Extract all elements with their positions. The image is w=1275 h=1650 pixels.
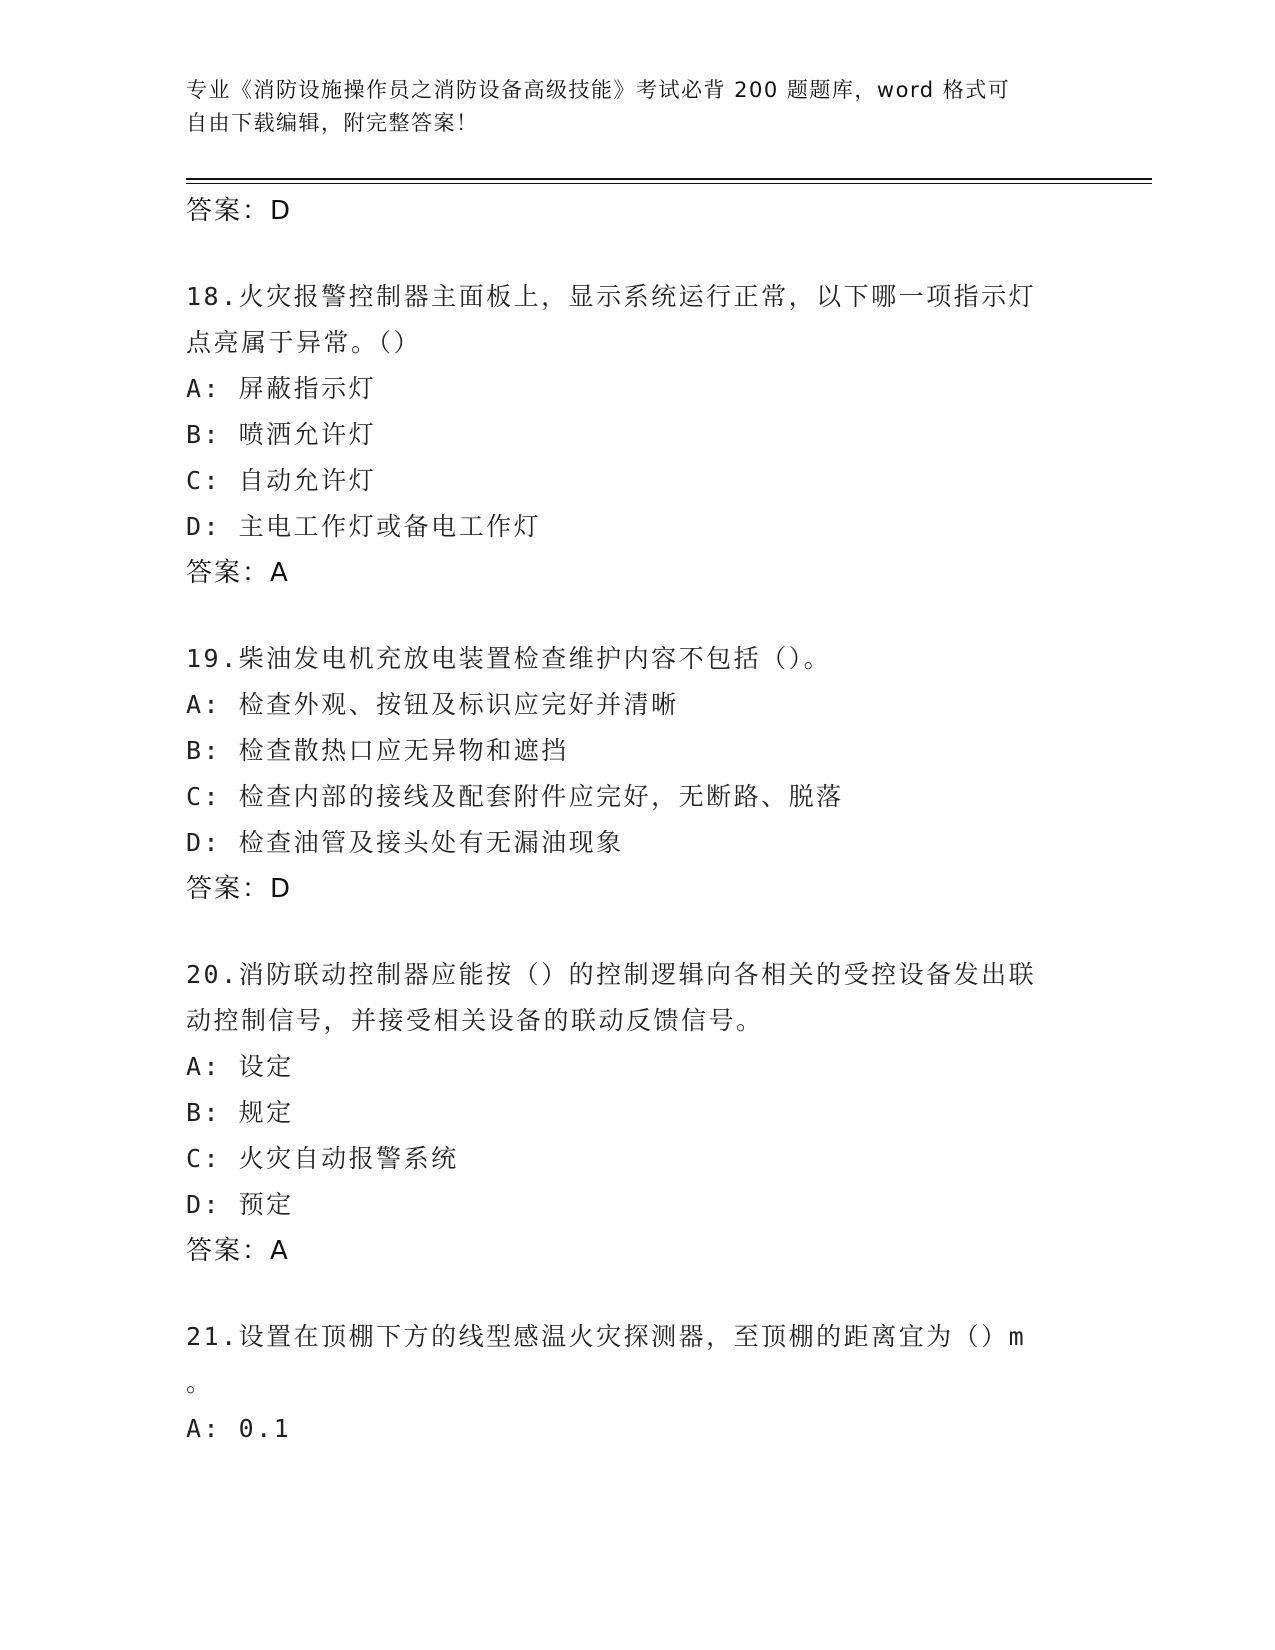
question-text-line: 动控制信号，并接受相关设备的联动反馈信号。	[186, 1006, 764, 1035]
document-body	[186, 188, 1086, 1452]
document-header	[186, 74, 1066, 140]
answer-line: 答案：A	[186, 558, 290, 588]
option-b: B: 检查散热口应无异物和遮挡	[186, 736, 569, 765]
option-c: C: 检查内部的接线及配套附件应完好，无断路、脱落	[186, 782, 844, 811]
option-d: D: 预定	[186, 1190, 294, 1219]
answer-line: 答案：D	[186, 874, 293, 904]
option-a: A: 设定	[186, 1052, 294, 1081]
question-18	[186, 274, 1086, 596]
question-20	[186, 952, 1086, 1274]
question-19	[186, 636, 1086, 912]
question-text-line: 。	[186, 1368, 214, 1397]
option-d: D: 主电工作灯或备电工作灯	[186, 512, 542, 541]
option-c: C: 火灾自动报警系统	[186, 1144, 459, 1173]
option-a: A: 0.1	[186, 1414, 292, 1443]
option-b: B: 喷洒允许灯	[186, 420, 377, 449]
question-text-line: 18.火灾报警控制器主面板上，显示系统运行正常，以下哪一项指示灯	[186, 282, 1037, 311]
option-b: B: 规定	[186, 1098, 294, 1127]
answer-line: 答案：A	[186, 1236, 290, 1266]
question-text-line: 点亮属于异常。（）	[186, 328, 422, 357]
option-d: D: 检查油管及接头处有无漏油现象	[186, 828, 624, 857]
question-text-line: 20.消防联动控制器应能按（）的控制逻辑向各相关的受控设备发出联	[186, 960, 1037, 989]
answer-line: 答案：D	[186, 196, 293, 226]
question-21	[186, 1314, 1086, 1452]
option-a: A: 屏蔽指示灯	[186, 374, 377, 403]
option-c: C: 自动允许灯	[186, 466, 377, 495]
header-line-2: 自由下载编辑，附完整答案！	[186, 111, 479, 135]
question-text-line: 19.柴油发电机充放电装置检查维护内容不包括（）。	[186, 644, 832, 673]
header-line-1: 专业《消防设施操作员之消防设备高级技能》考试必背 200 题题库，word 格式可	[186, 78, 1011, 102]
question-text-line: 21.设置在顶棚下方的线型感温火灾探测器，至顶棚的距离宜为（）m	[186, 1322, 1027, 1351]
header-divider	[186, 178, 1152, 184]
option-a: A: 检查外观、按钮及标识应完好并清晰	[186, 690, 679, 719]
